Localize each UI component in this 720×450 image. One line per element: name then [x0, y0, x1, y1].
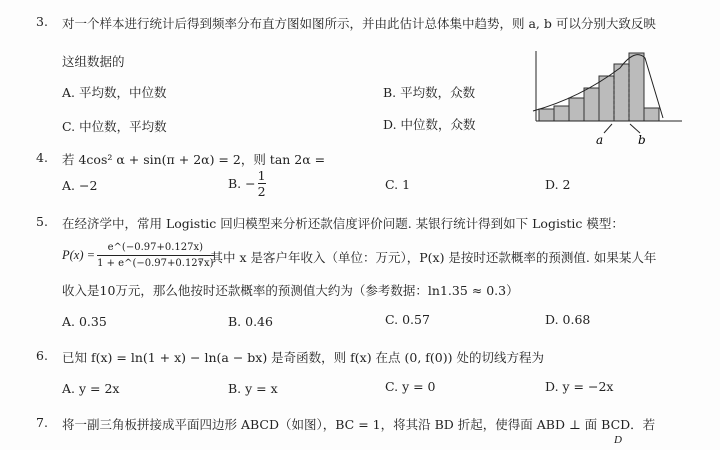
- label-b: b: [638, 133, 646, 147]
- question-text: 若 4cos² α + sin(π + 2α) = 2，则 tan 2α =: [62, 152, 326, 167]
- option-d[interactable]: D. 中位数，众数: [383, 117, 476, 132]
- option-c[interactable]: C. y = 0: [385, 379, 436, 394]
- question-number: 6.: [36, 348, 48, 363]
- question-text: ，其中 x 是客户年收入（单位：万元），P(x) 是按时还款概率的预测值. 如果某人年: [198, 250, 657, 265]
- question-number: 3.: [36, 14, 48, 29]
- label-a: a: [596, 133, 604, 147]
- option-b[interactable]: B. y = x: [228, 381, 278, 396]
- option-a[interactable]: A. y = 2x: [62, 381, 120, 396]
- option-d[interactable]: D. 0.68: [545, 312, 591, 327]
- option-b[interactable]: [228, 168, 268, 199]
- option-b[interactable]: B. 平均数，众数: [383, 85, 476, 100]
- option-b-label: B. −: [228, 176, 256, 191]
- question-text: 收入是10万元，那么他按时还款概率的预测值大约为（参考数据：ln1.35 ≈ 0.3）: [62, 283, 519, 298]
- denominator: 2: [257, 184, 266, 199]
- option-c[interactable]: C. 中位数，平均数: [62, 119, 167, 134]
- formula-denominator: 1 + e^(−0.97+0.127x): [97, 258, 214, 269]
- question-number: 4.: [36, 150, 48, 165]
- question-text: 在经济学中，常用 Logistic 回归模型来分析还款信度评价问题. 某银行统计得到如下 Logistic 模型：: [62, 216, 624, 231]
- figure-label-d: D: [614, 434, 622, 446]
- formula-lhs: P(x) =: [62, 248, 96, 262]
- option-a[interactable]: A. 0.35: [62, 314, 107, 329]
- question-text: 对一个样本进行统计后得到频率分布直方图如图所示，并由此估计总体集中趋势，则 a, b 可以分别大致反映: [62, 16, 656, 31]
- formula-numerator: e^(−0.97+0.127x): [97, 240, 214, 256]
- option-b[interactable]: B. 0.46: [228, 314, 273, 329]
- option-a[interactable]: A. 平均数，中位数: [62, 85, 167, 100]
- option-d[interactable]: D. 2: [545, 177, 571, 192]
- option-c[interactable]: C. 0.57: [385, 312, 430, 327]
- question-number: 5.: [36, 214, 48, 229]
- question-text: 这组数据的: [62, 54, 125, 69]
- option-d[interactable]: D. y = −2x: [545, 379, 614, 394]
- numerator: 1: [257, 168, 266, 183]
- question-text: 已知 f(x) = ln(1 + x) − ln(a − bx) 是奇函数，则 f(x) 在点 (0, f(0)) 处的切线方程为: [62, 350, 544, 365]
- question-text: 将一副三角板拼接成平面四边形 ABCD（如图），BC = 1，将其沿 BD 折起，使得面 ABD ⊥ 面 BCD．若: [62, 417, 656, 432]
- histogram-figure: [530, 48, 690, 148]
- question-number: 7.: [36, 415, 48, 430]
- option-a[interactable]: A. −2: [62, 178, 98, 193]
- formula: [62, 240, 216, 271]
- histogram-bar: [539, 109, 554, 121]
- option-c[interactable]: C. 1: [385, 177, 411, 192]
